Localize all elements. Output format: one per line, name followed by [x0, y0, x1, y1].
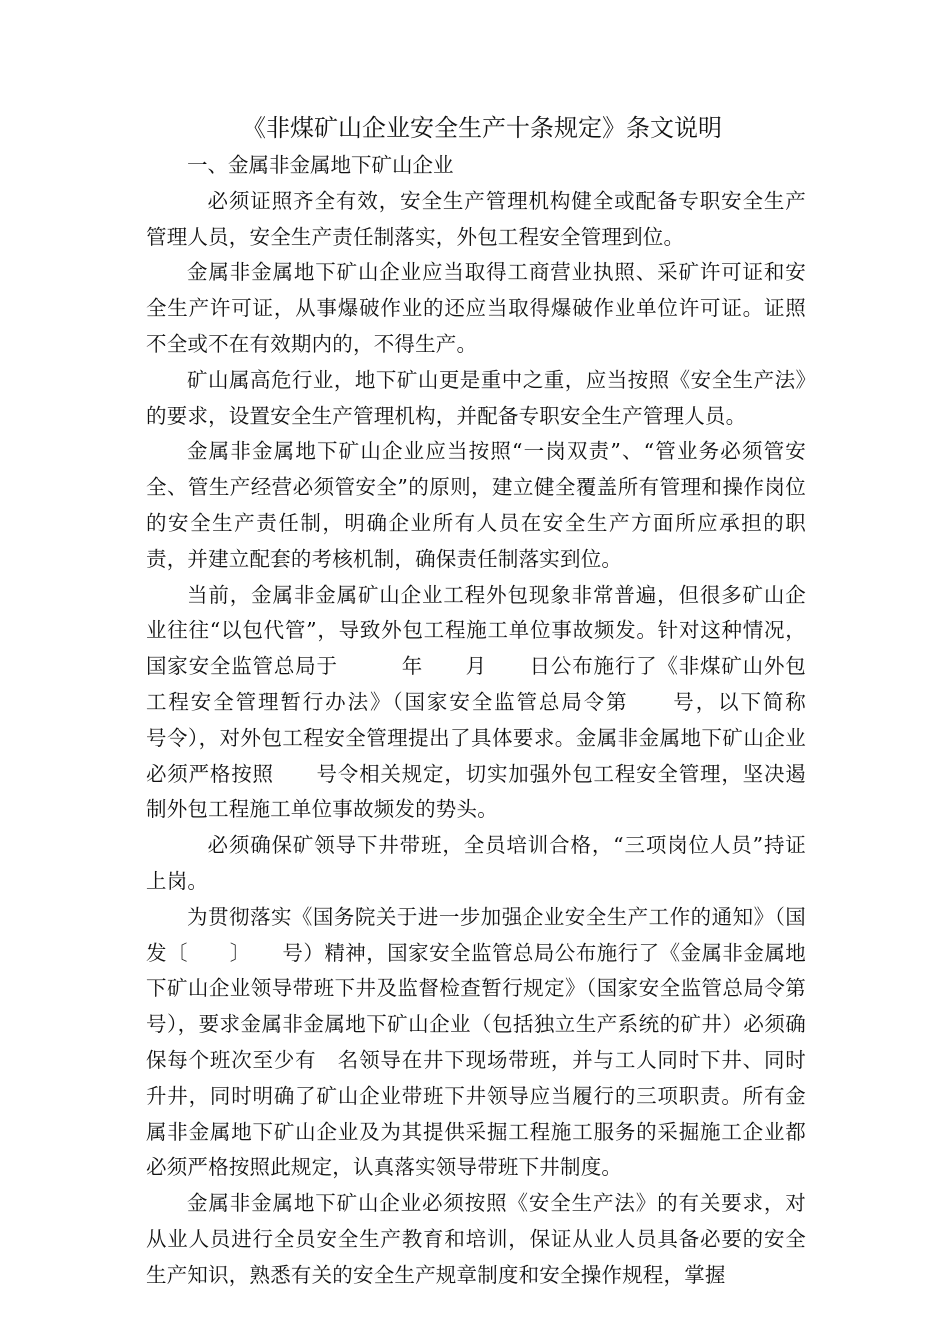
paragraph-8: 金属非金属地下矿山企业必须按照《安全生产法》的有关要求，对从业人员进行全员安全生产教育和培训，保证从业人员具备必要的安全生产知识，熟悉有关的安全生产规章制度和安全操作规程，掌握 [146, 1191, 806, 1287]
document-title: 《非煤矿山企业安全生产十条规定》条文说明 [242, 114, 722, 142]
paragraph-5: 当前，金属非金属矿山企业工程外包现象非常普遍，但很多矿山企业往往“以包代管”，导致外包工程施工单位事故频发。针对这种情况，国家安全监管总局于 年 月 日公布施行了《非煤矿山外包工程安全管理暂行办法》（国家安全监管总局令第 号，以下简称 号令），对外包工程安全管理提出了具体要求。金属非金属地下矿山企业必须严格按照 号令相关规定，切实加强外包工程安全管理，坚决遏制外包工程施工单位事故频发的势头。 [146, 582, 848, 822]
paragraph-7: 为贯彻落实《国务院关于进一步加强企业安全生产工作的通知》（国发〔 〕 号）精神，国家安全监管总局公布施行了《金属非金属地下矿山企业领导带班下井及监督检查暂行规定》（国家安全监管总局令第 号），要求金属非金属地下矿山企业（包括独立生产系统的矿井）必须确保每个班次至少有 名领导在井下现场带班，并与工人同时下井、同时升井，同时明确了矿山企业带班下井领导应当履行的三项职责。所有金属非金属地下矿山企业及为其提供采掘工程施工服务的采掘施工企业都必须严格按照此规定，认真落实领导带班下井制度。 [146, 904, 848, 1180]
paragraph-6: 必须确保矿领导下井带班，全员培训合格，“三项岗位人员”持证上岗。 [146, 833, 806, 893]
section-heading: 一、金属非金属地下矿山企业 [187, 153, 454, 177]
document-page [146, 108, 848, 1294]
paragraph-1: 必须证照齐全有效，安全生产管理机构健全或配备专职安全生产管理人员，安全生产责任制落实，外包工程安全管理到位。 [146, 188, 806, 249]
paragraph-2: 金属非金属地下矿山企业应当取得工商营业执照、采矿许可证和安全生产许可证，从事爆破作业的还应当取得爆破作业单位许可证。证照不全或不在有效期内的，不得生产。 [146, 260, 806, 356]
paragraph-3: 矿山属高危行业，地下矿山更是重中之重，应当按照《安全生产法》的要求，设置安全生产管理机构，并配备专职安全生产管理人员。 [146, 367, 806, 428]
paragraph-4: 金属非金属地下矿山企业应当按照“一岗双责”、“管业务必须管安全、管生产经营必须管安全”的原则，建立健全覆盖所有管理和操作岗位的安全生产责任制，明确企业所有人员在安全生产方面所应承担的职责，并建立配套的考核机制，确保责任制落实到位。 [146, 439, 806, 571]
